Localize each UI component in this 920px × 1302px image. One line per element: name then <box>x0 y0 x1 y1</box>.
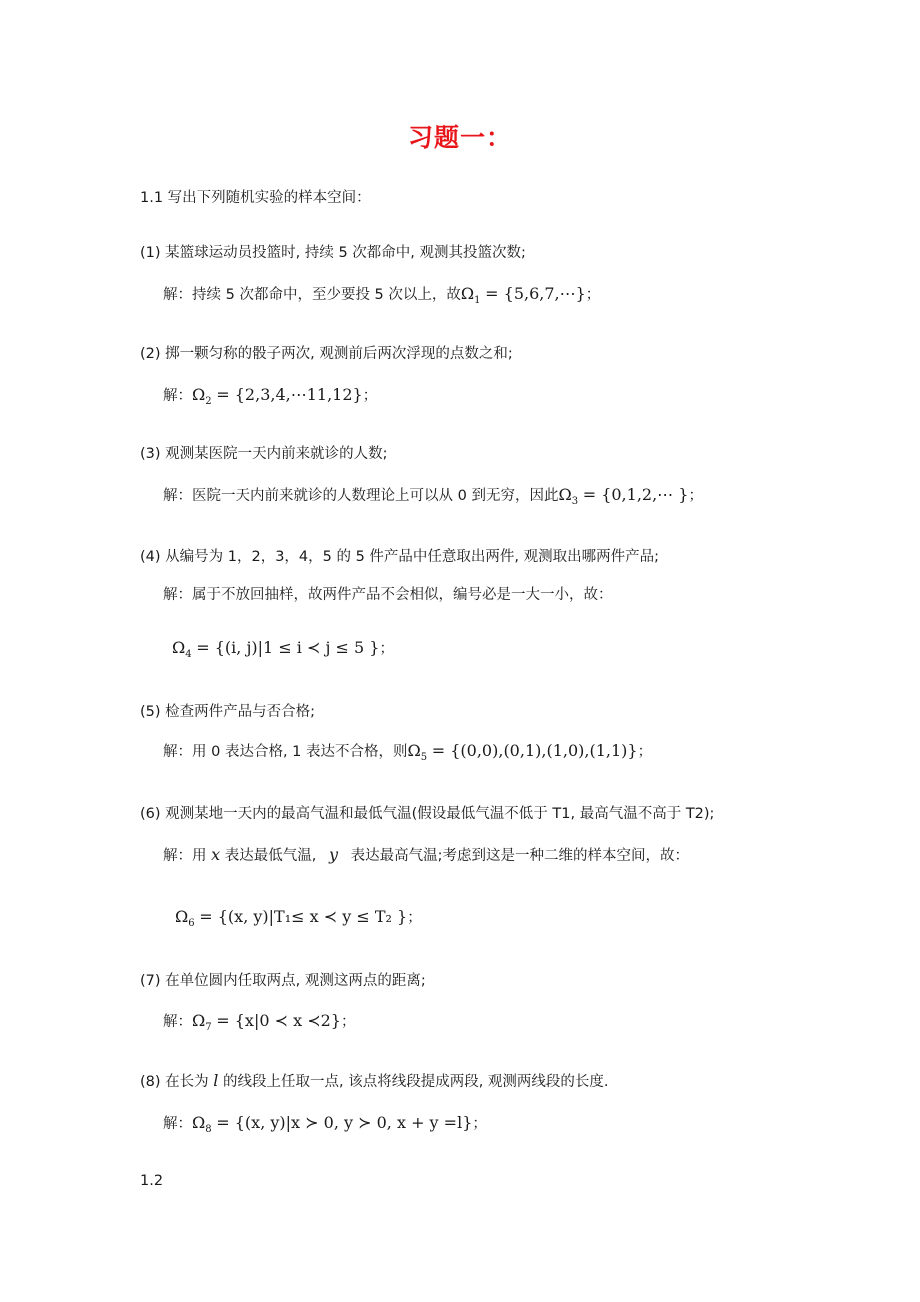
omega-subscript: 5 <box>420 752 428 763</box>
solution-4-formula: = {(i, j)|1 ≤ i ≺ j ≤ 5 } <box>196 638 380 657</box>
solution-2-tail: ； <box>362 388 378 404</box>
solution-2 <box>163 384 377 407</box>
solution-8 <box>163 1112 487 1135</box>
solution-4-text: 解：属于不放回抽样，故两件产品不会相似，编号必是一大一小，故： <box>163 587 613 603</box>
solution-7-formula: = {x|0 ≺ x ≺2} <box>216 1011 341 1030</box>
question-4: (4) 从编号为 1，2，3，4，5 的 5 件产品中任意取出两件, 观测取出哪两件产品; <box>140 549 660 565</box>
solution-1-text: 解：持续 5 次都命中，至少要投 5 次以上，故 <box>163 287 461 303</box>
solution-6-tail: ； <box>407 910 422 926</box>
solution-2-formula: = {2,3,4,⋯11,12} <box>216 385 363 404</box>
question-5: (5) 检查两件产品与否合格; <box>140 704 316 720</box>
solution-5-text: 解：用 0 表达合格, 1 表达不合格，则 <box>163 744 408 760</box>
omega-subscript: 8 <box>205 1124 212 1135</box>
solution-1-tail: ； <box>585 287 601 303</box>
solution-5-formula: = {(0,0),(0,1),(1,0),(1,1)} <box>431 741 638 760</box>
variable-y: y <box>328 845 339 864</box>
solution-5 <box>163 740 652 763</box>
page-title: 习题一： <box>407 123 512 152</box>
solution-6-formula-line <box>175 906 422 929</box>
solution-3-formula: = {0,1,2,⋯ } <box>582 485 689 504</box>
omega-symbol: Ω <box>192 385 206 404</box>
solution-3-tail: ； <box>688 488 703 504</box>
omega-subscript: 7 <box>205 1022 212 1033</box>
question-7: (7) 在单位圆内任取两点, 观测这两点的距离; <box>140 973 426 989</box>
variable-l: l <box>213 1071 219 1090</box>
omega-symbol: Ω <box>175 907 189 926</box>
question-2: (2) 掷一颗匀称的骰子两次, 观测前后两次浮现的点数之和; <box>140 346 513 362</box>
solution-4-tail: ； <box>379 641 394 657</box>
solution-2-text: 解： <box>163 388 192 404</box>
omega-symbol: Ω <box>192 1113 206 1132</box>
omega-symbol: Ω <box>558 485 572 504</box>
omega-subscript: 3 <box>571 496 579 507</box>
omega-symbol: Ω <box>192 1011 206 1030</box>
omega-subscript: 2 <box>205 396 212 407</box>
variable-x: x <box>211 845 221 864</box>
solution-3-text: 解：医院一天内前来就诊的人数理论上可以从 0 到无穷，因此 <box>163 488 559 504</box>
solution-3 <box>163 484 703 507</box>
question-6: (6) 观测某地一天内的最高气温和最低气温(假设最低气温不低于 T1, 最高气温不高于 T2); <box>140 806 715 822</box>
question-8: (8) 在长为 l 的线段上任取一点, 该点将线段提成两段, 观测两线段的长度. <box>140 1071 609 1090</box>
solution-4-formula-line <box>172 637 394 660</box>
solution-8-tail: ； <box>472 1116 487 1132</box>
solution-7 <box>163 1010 355 1033</box>
solution-5-tail: ； <box>637 744 653 760</box>
solution-6-text: 解：用 x 表达最低气温, y 表达最高气温;考虑到这是一种二维的样本空间，故： <box>163 845 690 864</box>
omega-subscript: 1 <box>474 295 481 306</box>
question-1: (1) 某篮球运动员投篮时, 持续 5 次都命中, 观测其投篮次数; <box>140 245 526 261</box>
omega-subscript: 6 <box>188 918 195 929</box>
solution-1 <box>163 283 600 306</box>
solution-1-formula: = {5,6,7,⋯} <box>485 284 586 303</box>
solution-8-formula: = {(x, y)|x ≻ 0, y ≻ 0, x + y =l} <box>216 1113 473 1132</box>
omega-symbol: Ω <box>172 638 186 657</box>
section-next: 1.2 <box>140 1173 164 1189</box>
solution-8-text: 解： <box>163 1116 192 1132</box>
omega-symbol: Ω <box>407 741 421 760</box>
omega-symbol: Ω <box>460 284 475 303</box>
solution-7-tail: ； <box>340 1014 356 1030</box>
solution-6-formula: = {(x, y)|T₁≤ x ≺ y ≤ T₂ } <box>199 907 408 926</box>
solution-7-text: 解： <box>163 1014 192 1030</box>
section-intro: 1.1 写出下列随机实验的样本空间： <box>140 190 371 206</box>
omega-subscript: 4 <box>185 649 192 660</box>
question-3: (3) 观测某医院一天内前来就诊的人数; <box>140 446 388 462</box>
